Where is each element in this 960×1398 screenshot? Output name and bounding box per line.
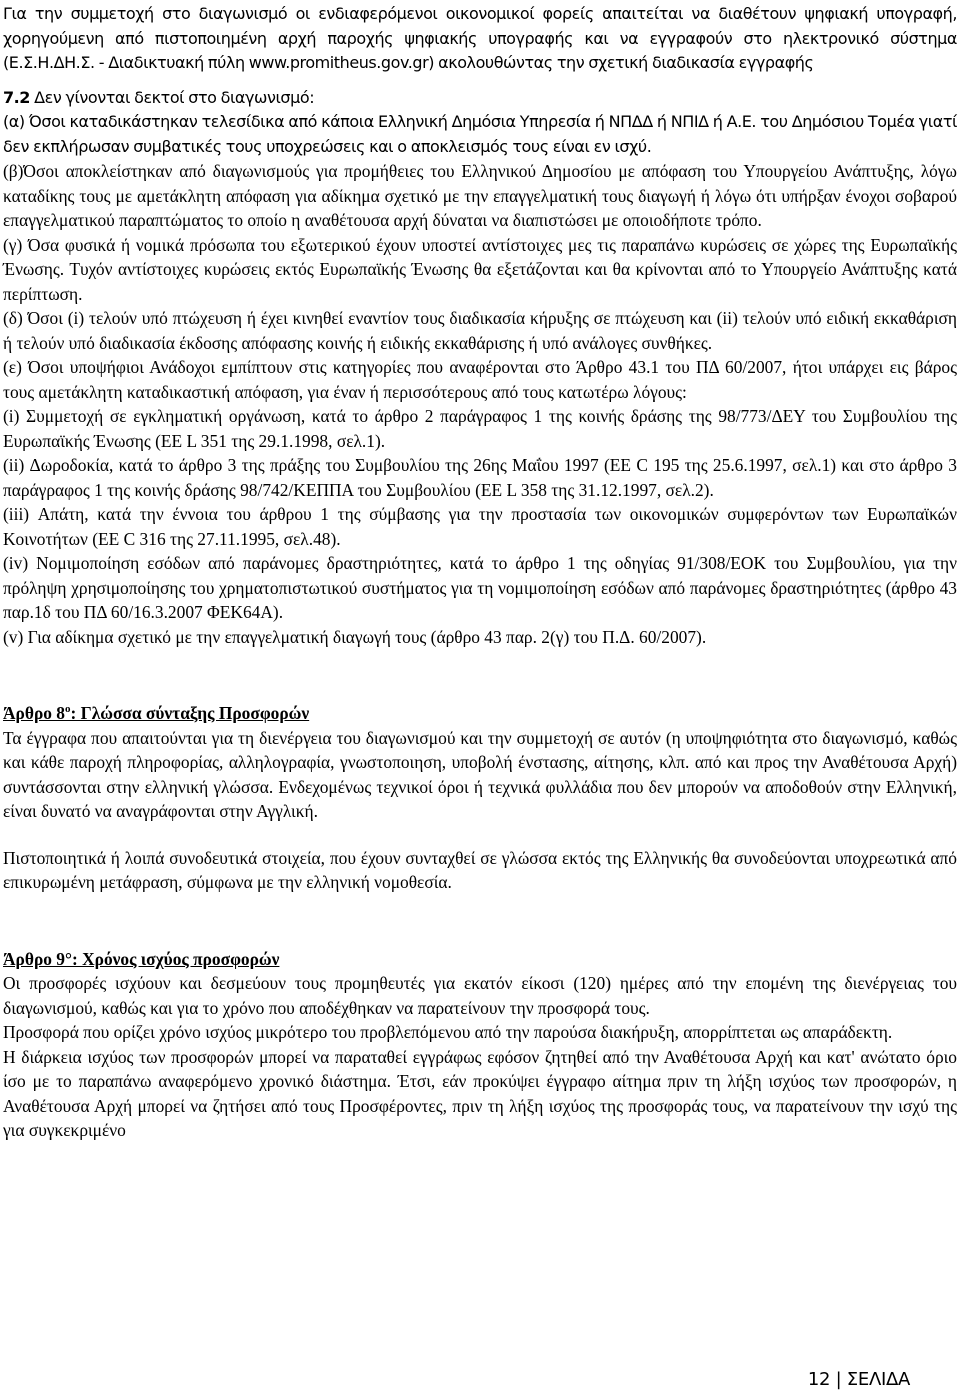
section-7-2-heading — [3, 86, 957, 111]
exclusion-item-d: (δ) Όσοι (i) τελούν υπό πτώχευση ή έχει κινηθεί εναντίον τους διαδικασία κήρυξης σε πτώχευση και (ii) τελούν υπό ειδική εκκαθάριση ή τελούν υπό διαδικασία έκδοσης απόφασης κοινής ή ειδικής εκκαθάρισης ή υπό ανάλογες συνθήκες. — [3, 308, 957, 353]
exclusion-item-e: (ε) Όσοι υποψήφιοι Ανάδοχοι εμπίπτουν στις κατηγορίες που αναφέρονται στο Άρθρο 43.1 του ΠΔ 60/2007, ήτοι υπάρχει εις βάρος τους αμετάκλητη καταδικαστική απόφαση, για έναν ή περισσότερους από τους κατωτέρω λόγους: — [3, 357, 957, 402]
page-number-footer: 12 | ΣΕΛΙΔΑ — [807, 1369, 910, 1390]
document-page — [3, 2, 957, 1143]
article-8-paragraph-1: Τα έγγραφα που απαιτούνται για τη διενέργεια του διαγωνισμού και την συμμετοχή σε αυτόν (η υποψηφιότητα στο διαγωνισμό, καθώς και κάθε παροχή πληροφορίας, αλληλογραφία, γνωστοποιηση, υποβολή ένστασης, αίτησης, κλπ. από και προς την Αναθέτουσα Αρχή) συντάσσονται στην ελληνική γλώσσα. Ενδεχομένως τεχνικοί όροι ή τεχνικά φυλλάδια που δεν μπορούν να αποδοθούν στην Ελληνική, είναι δυνατό να αναγράφονται στην Αγγλική. — [3, 727, 957, 821]
exclusion-reason-ii: (ii) Δωροδοκία, κατά το άρθρο 3 της πράξης του Συμβουλίου της 26ης Μαΐου 1997 (ΕΕ C 195 της 25.6.1997, σελ.1) και στο άρθρο 3 παράγραφος 1 της κοινής δράσης 98/742/ΚΕΠΠΑ του Συμβουλίου (ΕΕ L 358 της 31.12.1997, σελ.2). — [3, 455, 957, 500]
exclusion-item-b: (β)Όσοι αποκλείστηκαν από διαγωνισμούς για προμήθειες του Ελληνικού Δημοσίου με απόφαση του Υπουργείου Ανάπτυξης, λόγω καταδίκης τους με αμετάκλητη απόφαση για αδίκημα σχετικό με την επαγγελματική τους διαγωγή ή λόγω ότι υπήρξαν ένοχοι σοβαρού επαγγελματικού παραπτώματος το οποίο η αναθέτουσα αρχή δύναται να διαπιστώσει με οποιοδήποτε τρόπο. — [3, 161, 957, 230]
article-9-paragraph-2: Προσφορά που ορίζει χρόνο ισχύος μικρότερο του προβλεπόμενου από την παρούσα διακήρυξη, απορρίπτεται ως απαράδεκτη. — [3, 1022, 893, 1042]
article-9-paragraph-1: Οι προσφορές ισχύουν και δεσμεύουν τους προμηθευτές για εκατόν είκοσι (120) ημέρες από την επομένη της διενέργειας του διαγωνισμού, καθώς και για το χρόνο που αποδέχθηκαν να παρατείνουν την προσφορά τους. — [3, 973, 957, 1018]
exclusion-reason-iv: (iv) Νομιμοποίηση εσόδων από παράνομες δραστηριότητες, κατά το άρθρο 1 της οδηγίας 91/308/ΕΟΚ του Συμβουλίου, για την πρόληψη χρησιμοποίησης του χρηματοπιστωτικού συστήματος για τη νομιμοποίηση εσόδων από παράνομες δραστηριότητες (άρθρο 43 παρ.1δ του ΠΔ 60/16.3.2007 ΦΕΚ64Α). — [3, 553, 957, 622]
section-number: 7.2 — [3, 87, 30, 107]
article-8-heading — [3, 701, 957, 726]
article-8-heading-title: : Γλώσσα σύνταξης Προσφορών — [70, 703, 310, 723]
exclusion-item-c: (γ) Όσα φυσικά ή νομικά πρόσωπα του εξωτερικού έχουν υποστεί αντίστοιχες μες τις παραπάνω κυρώσεις σε χώρες της Ευρωπαϊκής Ένωσης. Τυχόν αντίστοιχες κυρώσεις εκτός Ευρωπαϊκής Ένωσης θα εξετάζονται και θα κρίνονται από το Υπουργείο Ανάπτυξης κατά περίπτωση. — [3, 234, 957, 304]
article-9-paragraph-3: Η διάρκεια ισχύος των προσφορών μπορεί να παραταθεί εγγράφως εφόσον ζητηθεί από την Αναθέτουσα Αρχή και κατ' ανώτατο όριο ίσο με το παραπάνω αναφερόμενο χρονικό διάστημα. Έτσι, εάν προκύψει έγγραφο αίτημα πριν τη λήξη ισχύος των προσφορών, η Αναθέτουσα Αρχή μπορεί να ζητήσει από τους Προσφέροντες, πριν τη λήξη ισχύος της προσφοράς τους, να παρατείνουν την ισχύ της για συγκεκριμένο — [3, 1046, 957, 1140]
article-8-heading-prefix: Άρθρο 8 — [3, 703, 65, 723]
exclusion-reason-iii: (iii) Απάτη, κατά την έννοια του άρθρου 1 της σύμβασης για την προστασία των οικονομικών συμφερόντων των Ευρωπαϊκών Κοινοτήτων (ΕΕ C 316 της 27.11.1995, σελ.48). — [3, 504, 957, 549]
intro-paragraph: Για την συμμετοχή στο διαγωνισμό οι ενδιαφερόμενοι οικονομικοί φορείς απαιτείται να διαθέτουν ψηφιακή υπογραφή, χορηγούμενη από πιστοποιημένη αρχή παροχής ψηφιακής υπογραφής και να εγγραφούν στο ηλεκτρονικό σύστημα (Ε.Σ.Η.ΔΗ.Σ. - Διαδικτυακή πύλη www.promitheus.gov.gr) ακολουθώντας την σχετική διαδικασία εγγραφής — [3, 4, 957, 72]
exclusion-item-a: (α) Όσοι καταδικάστηκαν τελεσίδικα από κάποια Ελληνική Δημόσια Υπηρεσία ή ΝΠΔΔ ή ΝΠΙΔ ή Α.Ε. του Δημόσιου Τομέα γιατί δεν εκπλήρωσαν συμβατικές τους υποχρεώσεις και ο αποκλεισμός τους είναι εν ισχύ. — [3, 112, 957, 156]
section-title: Δεν γίνονται δεκτοί στο διαγωνισμό: — [30, 87, 315, 107]
exclusion-reason-i: (i) Συμμετοχή σε εγκληματική οργάνωση, κατά το άρθρο 2 παράγραφος 1 της κοινής δράσης της 98/773/ΔΕΥ του Συμβουλίου της Ευρωπαϊκής Ένωσης (ΕΕ L 351 της 29.1.1998, σελ.1). — [3, 406, 957, 451]
article-8-heading-ordinal: ο — [65, 703, 71, 716]
article-9-heading: Άρθρο 9°: Χρόνος ισχύος προσφορών — [3, 948, 280, 969]
exclusion-reason-v: (v) Για αδίκημα σχετικό με την επαγγελματική διαγωγή τους (άρθρο 43 παρ. 2(γ) του Π.Δ. 60/2007). — [3, 626, 707, 647]
article-8-paragraph-2: Πιστοποιητικά ή λοιπά συνοδευτικά στοιχεία, που έχουν συνταχθεί σε γλώσσα εκτός της Ελληνικής θα συνοδεύονται υποχρεωτικά από επικυρωμένη μετάφραση, σύμφωνα με την ελληνική νομοθεσία. — [3, 847, 957, 892]
